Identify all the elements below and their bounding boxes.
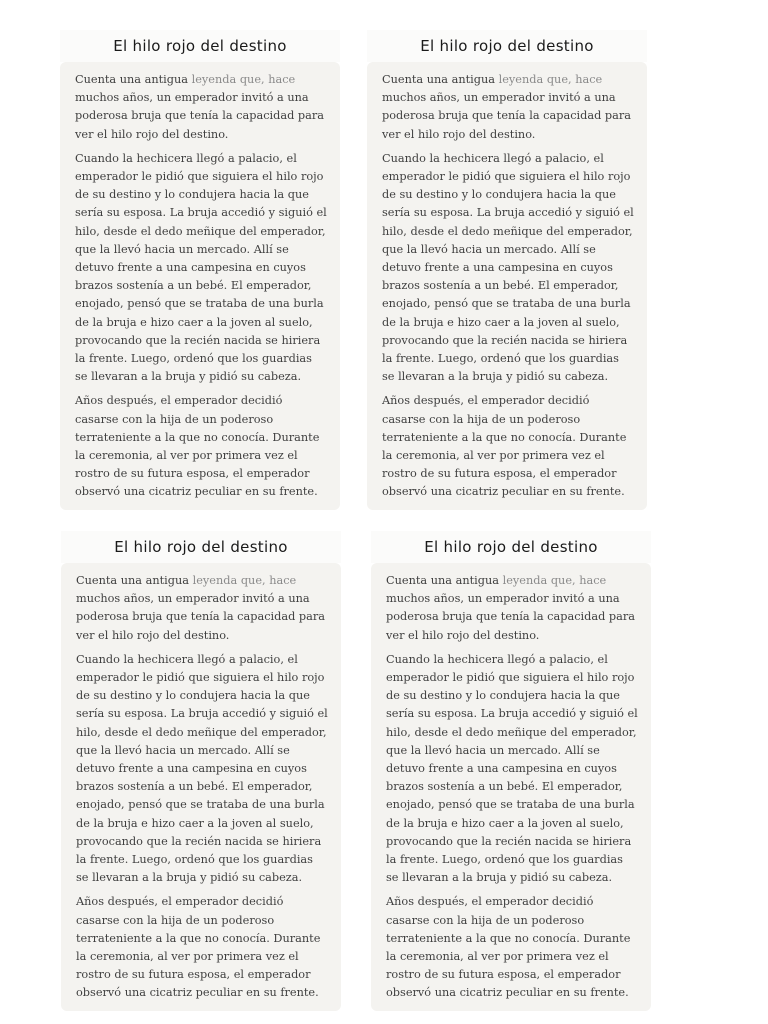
story-paragraph-1: Cuenta una antigua leyenda que, hace muchos años, un emperador invitó a una poderosa bruja que tenía la capacidad para ver el hilo rojo del destino. [76,574,326,642]
story-paragraph-1: Cuenta una antigua leyenda que, hace muchos años, un emperador invitó a una poderosa bruja que tenía la capacidad para ver el hilo rojo del destino. [382,73,632,141]
story-paragraph-2: Cuando la hechicera llegó a palacio, el emperador le pidió que siguiera el hilo rojo de su destino y lo condujera hacia la que sería su esposa. La bruja accedió y siguió el hilo, desde el dedo meñique del emperador, que la llevó hacia un mercado. Allí se detuvo frente a una campesina en cuyos brazos sostenía a un bebé. El emperador, enojado, pensó que se trataba de una burla de la bruja e hizo caer a la joven al suelo, provocando que la recién nacida se hiriera la frente. Luego, ordenó que los guardias se llevaran a la bruja y pidió su cabeza. [76,652,328,885]
story-paragraph-3: Años después, el emperador decidió casarse con la hija de un poderoso terrateniente a la que no conocía. Durante la ceremonia, al ver por primera vez el rostro de su futura esposa, el emperador observó una cicatriz peculiar en su frente. [382,394,627,499]
story-title: El hilo rojo del destino [60,30,340,62]
story-paragraph-3: Años después, el emperador decidió casarse con la hija de un poderoso terrateniente a la que no conocía. Durante la ceremonia, al ver por primera vez el rostro de su futura esposa, el emperador observó una cicatriz peculiar en su frente. [386,895,631,1000]
story-paragraph-3: Años después, el emperador decidió casarse con la hija de un poderoso terrateniente a la que no conocía. Durante la ceremonia, al ver por primera vez el rostro de su futura esposa, el emperador observó una cicatriz peculiar en su frente. [76,895,321,1000]
story-card [371,563,651,1011]
story-paragraph-2: Cuando la hechicera llegó a palacio, el emperador le pidió que siguiera el hilo rojo de su destino y lo condujera hacia la que sería su esposa. La bruja accedió y siguió el hilo, desde el dedo meñique del emperador, que la llevó hacia un mercado. Allí se detuvo frente a una campesina en cuyos brazos sostenía a un bebé. El emperador, enojado, pensó que se trataba de una burla de la bruja e hizo caer a la joven al suelo, provocando que la recién nacida se hiriera la frente. Luego, ordenó que los guardias se llevaran a la bruja y pidió su cabeza. [386,652,638,885]
story-card [61,563,341,1011]
story-title: El hilo rojo del destino [367,30,647,62]
story-paragraph-2: Cuando la hechicera llegó a palacio, el emperador le pidió que siguiera el hilo rojo de su destino y lo condujera hacia la que sería su esposa. La bruja accedió y siguió el hilo, desde el dedo meñique del emperador, que la llevó hacia un mercado. Allí se detuvo frente a una campesina en cuyos brazos sostenía a un bebé. El emperador, enojado, pensó que se trataba de una burla de la bruja e hizo caer a la joven al suelo, provocando que la recién nacida se hiriera la frente. Luego, ordenó que los guardias se llevaran a la bruja y pidió su cabeza. [382,151,634,384]
story-paragraph-1: Cuenta una antigua leyenda que, hace muchos años, un emperador invitó a una poderosa bruja que tenía la capacidad para ver el hilo rojo del destino. [386,574,636,642]
story-title: El hilo rojo del destino [371,531,651,563]
story-card [60,62,340,510]
story-paragraph-3: Años después, el emperador decidió casarse con la hija de un poderoso terrateniente a la que no conocía. Durante la ceremonia, al ver por primera vez el rostro de su futura esposa, el emperador observó una cicatriz peculiar en su frente. [75,394,320,499]
story-paragraph-1: Cuenta una antigua leyenda que, hace muchos años, un emperador invitó a una poderosa bruja que tenía la capacidad para ver el hilo rojo del destino. [75,73,325,141]
story-card [367,62,647,510]
story-paragraph-2: Cuando la hechicera llegó a palacio, el emperador le pidió que siguiera el hilo rojo de su destino y lo condujera hacia la que sería su esposa. La bruja accedió y siguió el hilo, desde el dedo meñique del emperador, que la llevó hacia un mercado. Allí se detuvo frente a una campesina en cuyos brazos sostenía a un bebé. El emperador, enojado, pensó que se trataba de una burla de la bruja e hizo caer a la joven al suelo, provocando que la recién nacida se hiriera la frente. Luego, ordenó que los guardias se llevaran a la bruja y pidió su cabeza. [75,151,327,384]
story-title: El hilo rojo del destino [61,531,341,563]
